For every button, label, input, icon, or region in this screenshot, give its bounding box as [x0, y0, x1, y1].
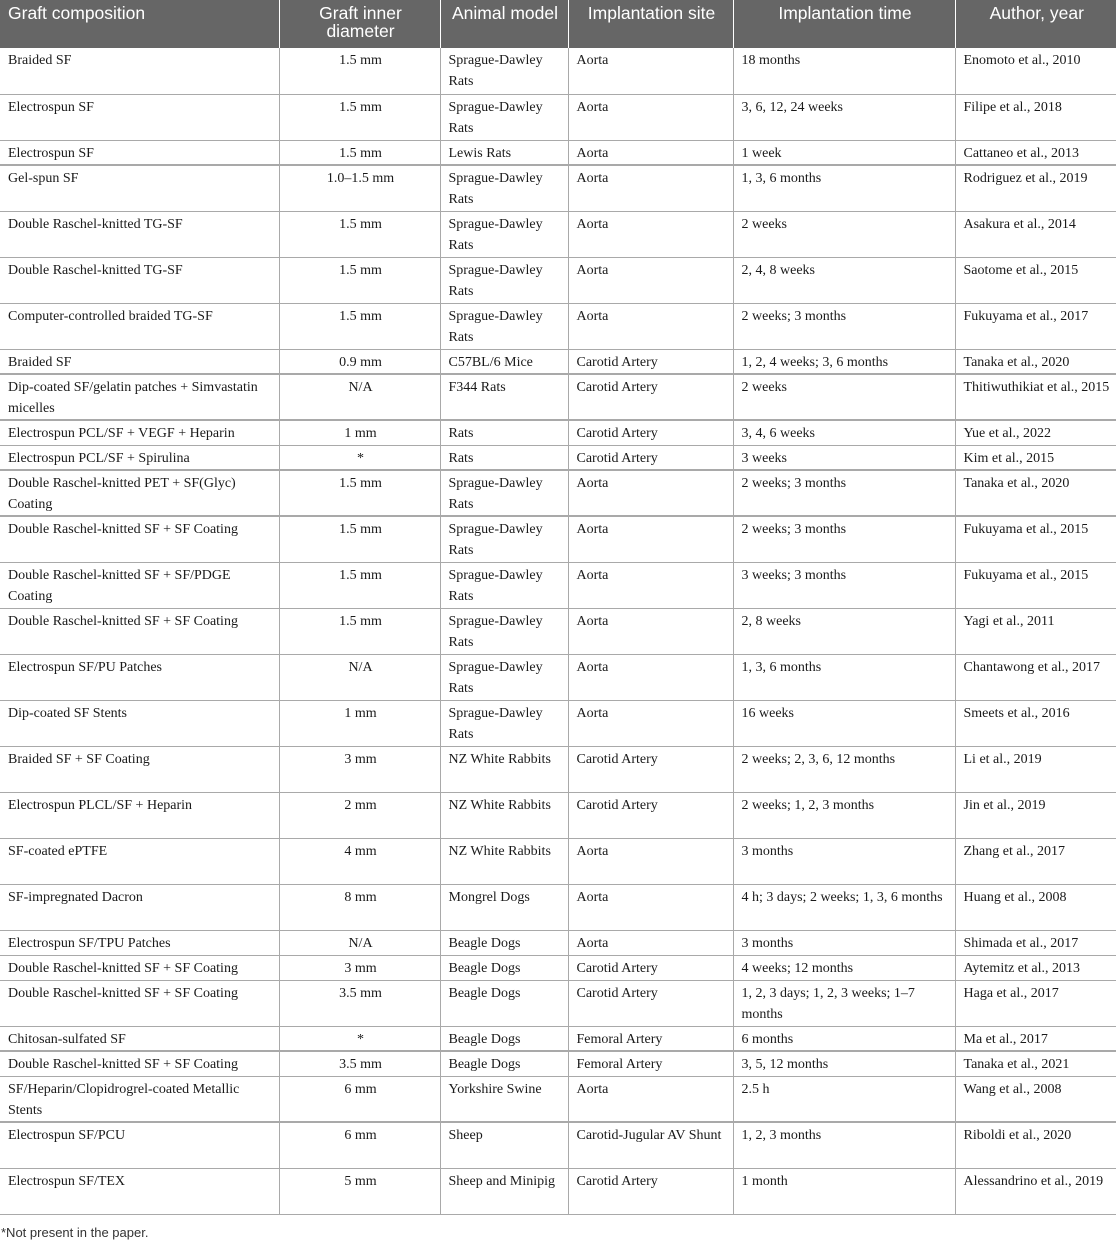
- graft-composition-cell: Double Raschel-knitted TG-SF: [0, 257, 279, 303]
- implantation-site-cell: Aorta: [568, 165, 733, 211]
- table-row: [0, 211, 1116, 257]
- implantation-time-cell: 1 week: [733, 140, 955, 165]
- animal-model-cell: Sprague-Dawley Rats: [440, 94, 568, 140]
- table-row: [0, 349, 1116, 374]
- graft-composition-cell: Braided SF: [0, 349, 279, 374]
- implantation-time-cell: 6 months: [733, 1026, 955, 1051]
- graft-composition-cell: Double Raschel-knitted SF + SF Coating: [0, 955, 279, 980]
- implantation-site-cell: Aorta: [568, 48, 733, 94]
- table-row: [0, 884, 1116, 930]
- header-implantation-time: Implantation time: [733, 0, 955, 48]
- animal-model-cell: Beagle Dogs: [440, 1026, 568, 1051]
- animal-model-cell: NZ White Rabbits: [440, 792, 568, 838]
- author-year-cell: Thitiwuthikiat et al., 2015: [955, 374, 1116, 420]
- table-row: [0, 303, 1116, 349]
- implantation-time-cell: 2 weeks: [733, 211, 955, 257]
- graft-composition-cell: Computer-controlled braided TG-SF: [0, 303, 279, 349]
- header-implantation-site: Implantation site: [568, 0, 733, 48]
- author-year-cell: Filipe et al., 2018: [955, 94, 1116, 140]
- graft-inner-diameter-cell: 1.5 mm: [279, 48, 440, 94]
- implantation-time-cell: 3 weeks; 3 months: [733, 562, 955, 608]
- table-row: [0, 792, 1116, 838]
- table-row: [0, 420, 1116, 445]
- header-author-year: Author, year: [955, 0, 1116, 48]
- graft-composition-cell: Double Raschel-knitted SF + SF/PDGE Coating: [0, 562, 279, 608]
- graft-composition-cell: Braided SF: [0, 48, 279, 94]
- graft-inner-diameter-cell: *: [279, 445, 440, 470]
- author-year-cell: Cattaneo et al., 2013: [955, 140, 1116, 165]
- animal-model-cell: Rats: [440, 445, 568, 470]
- graft-composition-cell: Double Raschel-knitted SF + SF Coating: [0, 608, 279, 654]
- author-year-cell: Saotome et al., 2015: [955, 257, 1116, 303]
- graft-inner-diameter-cell: 6 mm: [279, 1122, 440, 1168]
- author-year-cell: Asakura et al., 2014: [955, 211, 1116, 257]
- table-row: [0, 1168, 1116, 1214]
- author-year-cell: Huang et al., 2008: [955, 884, 1116, 930]
- implantation-site-cell: Aorta: [568, 303, 733, 349]
- graft-inner-diameter-cell: 1.5 mm: [279, 257, 440, 303]
- animal-model-cell: NZ White Rabbits: [440, 746, 568, 792]
- graft-inner-diameter-cell: 3 mm: [279, 746, 440, 792]
- author-year-cell: Chantawong et al., 2017: [955, 654, 1116, 700]
- graft-inner-diameter-cell: 1.5 mm: [279, 211, 440, 257]
- implantation-site-cell: Aorta: [568, 257, 733, 303]
- author-year-cell: Tanaka et al., 2021: [955, 1051, 1116, 1076]
- implantation-site-cell: Aorta: [568, 211, 733, 257]
- implantation-site-cell: Carotid Artery: [568, 746, 733, 792]
- graft-inner-diameter-cell: N/A: [279, 374, 440, 420]
- graft-inner-diameter-cell: 1.0–1.5 mm: [279, 165, 440, 211]
- author-year-cell: Zhang et al., 2017: [955, 838, 1116, 884]
- table-row: [0, 445, 1116, 470]
- author-year-cell: Yagi et al., 2011: [955, 608, 1116, 654]
- author-year-cell: Fukuyama et al., 2015: [955, 516, 1116, 562]
- implantation-time-cell: 4 weeks; 12 months: [733, 955, 955, 980]
- implantation-time-cell: 2 weeks; 3 months: [733, 303, 955, 349]
- graft-composition-cell: Electrospun SF/TPU Patches: [0, 930, 279, 955]
- header-animal-model: Animal model: [440, 0, 568, 48]
- implantation-site-cell: Aorta: [568, 470, 733, 516]
- author-year-cell: Jin et al., 2019: [955, 792, 1116, 838]
- table-header-row: [0, 0, 1116, 48]
- implantation-time-cell: 2.5 h: [733, 1076, 955, 1122]
- implantation-site-cell: Aorta: [568, 884, 733, 930]
- implantation-site-cell: Aorta: [568, 140, 733, 165]
- graft-inner-diameter-cell: 5 mm: [279, 1168, 440, 1214]
- animal-model-cell: Rats: [440, 420, 568, 445]
- author-year-cell: Kim et al., 2015: [955, 445, 1116, 470]
- implantation-time-cell: 3, 6, 12, 24 weeks: [733, 94, 955, 140]
- implantation-time-cell: 2 weeks; 3 months: [733, 516, 955, 562]
- table-row: [0, 955, 1116, 980]
- header-graft-inner-diameter: Graft inner diameter: [279, 0, 440, 48]
- author-year-cell: Ma et al., 2017: [955, 1026, 1116, 1051]
- author-year-cell: Yue et al., 2022: [955, 420, 1116, 445]
- implantation-time-cell: 3 months: [733, 838, 955, 884]
- author-year-cell: Riboldi et al., 2020: [955, 1122, 1116, 1168]
- animal-model-cell: NZ White Rabbits: [440, 838, 568, 884]
- graft-inner-diameter-cell: 1.5 mm: [279, 140, 440, 165]
- table-row: [0, 140, 1116, 165]
- implantation-time-cell: 16 weeks: [733, 700, 955, 746]
- animal-model-cell: Lewis Rats: [440, 140, 568, 165]
- author-year-cell: Fukuyama et al., 2017: [955, 303, 1116, 349]
- graft-composition-cell: Electrospun SF: [0, 94, 279, 140]
- graft-inner-diameter-cell: 1.5 mm: [279, 303, 440, 349]
- graft-composition-cell: Electrospun SF/TEX: [0, 1168, 279, 1214]
- implantation-site-cell: Femoral Artery: [568, 1051, 733, 1076]
- graft-inner-diameter-cell: 3.5 mm: [279, 980, 440, 1026]
- table-footnote: *Not present in the paper.: [1, 1224, 149, 1240]
- animal-model-cell: Sheep and Minipig: [440, 1168, 568, 1214]
- graft-composition-cell: Electrospun SF/PCU: [0, 1122, 279, 1168]
- graft-composition-cell: Double Raschel-knitted PET + SF(Glyc) Coating: [0, 470, 279, 516]
- animal-model-cell: Beagle Dogs: [440, 955, 568, 980]
- animal-model-cell: F344 Rats: [440, 374, 568, 420]
- table-row: [0, 470, 1116, 516]
- implantation-time-cell: 1, 3, 6 months: [733, 165, 955, 211]
- animal-model-cell: Sprague-Dawley Rats: [440, 562, 568, 608]
- implantation-site-cell: Aorta: [568, 94, 733, 140]
- implantation-site-cell: Aorta: [568, 930, 733, 955]
- graft-composition-cell: SF/Heparin/Clopidrogrel-coated Metallic Stents: [0, 1076, 279, 1122]
- author-year-cell: Smeets et al., 2016: [955, 700, 1116, 746]
- implantation-site-cell: Aorta: [568, 516, 733, 562]
- author-year-cell: Tanaka et al., 2020: [955, 349, 1116, 374]
- graft-composition-cell: Braided SF + SF Coating: [0, 746, 279, 792]
- author-year-cell: Alessandrino et al., 2019: [955, 1168, 1116, 1214]
- author-year-cell: Fukuyama et al., 2015: [955, 562, 1116, 608]
- animal-model-cell: Sprague-Dawley Rats: [440, 654, 568, 700]
- animal-model-cell: Sprague-Dawley Rats: [440, 211, 568, 257]
- graft-composition-cell: Electrospun PCL/SF + Spirulina: [0, 445, 279, 470]
- graft-composition-cell: Gel-spun SF: [0, 165, 279, 211]
- animal-model-cell: C57BL/6 Mice: [440, 349, 568, 374]
- table-row: [0, 562, 1116, 608]
- graft-composition-cell: Electrospun PLCL/SF + Heparin: [0, 792, 279, 838]
- animal-model-cell: Beagle Dogs: [440, 980, 568, 1026]
- implantation-time-cell: 2 weeks: [733, 374, 955, 420]
- author-year-cell: Wang et al., 2008: [955, 1076, 1116, 1122]
- animal-model-cell: Sprague-Dawley Rats: [440, 257, 568, 303]
- table-row: [0, 165, 1116, 211]
- graft-inner-diameter-cell: 4 mm: [279, 838, 440, 884]
- graft-composition-cell: Dip-coated SF/gelatin patches + Simvastatin micelles: [0, 374, 279, 420]
- graft-inner-diameter-cell: 1.5 mm: [279, 94, 440, 140]
- author-year-cell: Shimada et al., 2017: [955, 930, 1116, 955]
- table-body: [0, 48, 1116, 1214]
- animal-model-cell: Sprague-Dawley Rats: [440, 470, 568, 516]
- header-graft-composition: Graft composition: [0, 0, 279, 48]
- graft-inner-diameter-cell: 0.9 mm: [279, 349, 440, 374]
- implantation-site-cell: Aorta: [568, 1076, 733, 1122]
- graft-inner-diameter-cell: 1.5 mm: [279, 470, 440, 516]
- implantation-time-cell: 18 months: [733, 48, 955, 94]
- graft-inner-diameter-cell: 1.5 mm: [279, 516, 440, 562]
- table-row: [0, 374, 1116, 420]
- table-row: [0, 94, 1116, 140]
- implantation-time-cell: 2 weeks; 1, 2, 3 months: [733, 792, 955, 838]
- animal-model-cell: Yorkshire Swine: [440, 1076, 568, 1122]
- graft-inner-diameter-cell: N/A: [279, 930, 440, 955]
- graft-inner-diameter-cell: *: [279, 1026, 440, 1051]
- implantation-time-cell: 1, 2, 3 days; 1, 2, 3 weeks; 1–7 months: [733, 980, 955, 1026]
- graft-composition-cell: Chitosan-sulfated SF: [0, 1026, 279, 1051]
- implantation-site-cell: Aorta: [568, 838, 733, 884]
- graft-composition-cell: Electrospun SF/PU Patches: [0, 654, 279, 700]
- table-row: [0, 1076, 1116, 1122]
- table-row: [0, 1051, 1116, 1076]
- graft-inner-diameter-cell: 3.5 mm: [279, 1051, 440, 1076]
- implantation-site-cell: Aorta: [568, 700, 733, 746]
- implantation-time-cell: 1, 2, 3 months: [733, 1122, 955, 1168]
- implantation-time-cell: 2 weeks; 2, 3, 6, 12 months: [733, 746, 955, 792]
- table-row: [0, 838, 1116, 884]
- animal-model-cell: Sprague-Dawley Rats: [440, 700, 568, 746]
- graft-composition-cell: Electrospun SF: [0, 140, 279, 165]
- implantation-time-cell: 4 h; 3 days; 2 weeks; 1, 3, 6 months: [733, 884, 955, 930]
- author-year-cell: Enomoto et al., 2010: [955, 48, 1116, 94]
- author-year-cell: Tanaka et al., 2020: [955, 470, 1116, 516]
- implantation-site-cell: Aorta: [568, 562, 733, 608]
- graft-inner-diameter-cell: 6 mm: [279, 1076, 440, 1122]
- implantation-site-cell: Femoral Artery: [568, 1026, 733, 1051]
- implantation-time-cell: 3, 5, 12 months: [733, 1051, 955, 1076]
- author-year-cell: Li et al., 2019: [955, 746, 1116, 792]
- table-row: [0, 746, 1116, 792]
- table-row: [0, 1122, 1116, 1168]
- graft-inner-diameter-cell: 1.5 mm: [279, 562, 440, 608]
- implantation-site-cell: Carotid Artery: [568, 955, 733, 980]
- implantation-site-cell: Carotid Artery: [568, 792, 733, 838]
- graft-inner-diameter-cell: 1.5 mm: [279, 608, 440, 654]
- implantation-time-cell: 1, 3, 6 months: [733, 654, 955, 700]
- implantation-time-cell: 2 weeks; 3 months: [733, 470, 955, 516]
- table-row: [0, 930, 1116, 955]
- graft-composition-cell: Double Raschel-knitted SF + SF Coating: [0, 516, 279, 562]
- graft-inner-diameter-cell: 1 mm: [279, 420, 440, 445]
- table-row: [0, 48, 1116, 94]
- animal-model-cell: Sprague-Dawley Rats: [440, 608, 568, 654]
- implantation-site-cell: Carotid Artery: [568, 374, 733, 420]
- graft-inner-diameter-cell: 3 mm: [279, 955, 440, 980]
- implantation-site-cell: Carotid Artery: [568, 980, 733, 1026]
- implantation-time-cell: 1 month: [733, 1168, 955, 1214]
- table-row: [0, 700, 1116, 746]
- graft-composition-cell: SF-coated ePTFE: [0, 838, 279, 884]
- animal-model-cell: Sprague-Dawley Rats: [440, 165, 568, 211]
- implantation-time-cell: 3 months: [733, 930, 955, 955]
- graft-composition-cell: SF-impregnated Dacron: [0, 884, 279, 930]
- graft-composition-cell: Electrospun PCL/SF + VEGF + Heparin: [0, 420, 279, 445]
- implantation-site-cell: Aorta: [568, 608, 733, 654]
- animal-model-cell: Sheep: [440, 1122, 568, 1168]
- implantation-site-cell: Aorta: [568, 654, 733, 700]
- table-row: [0, 257, 1116, 303]
- author-year-cell: Rodriguez et al., 2019: [955, 165, 1116, 211]
- implantation-time-cell: 1, 2, 4 weeks; 3, 6 months: [733, 349, 955, 374]
- graft-inner-diameter-cell: 8 mm: [279, 884, 440, 930]
- graft-inner-diameter-cell: 2 mm: [279, 792, 440, 838]
- implantation-time-cell: 3, 4, 6 weeks: [733, 420, 955, 445]
- animal-model-cell: Sprague-Dawley Rats: [440, 516, 568, 562]
- table-row: [0, 516, 1116, 562]
- author-year-cell: Aytemitz et al., 2013: [955, 955, 1116, 980]
- table-row: [0, 608, 1116, 654]
- table-row: [0, 1026, 1116, 1051]
- implantation-time-cell: 2, 8 weeks: [733, 608, 955, 654]
- table-row: [0, 654, 1116, 700]
- graft-inner-diameter-cell: N/A: [279, 654, 440, 700]
- table-row: [0, 980, 1116, 1026]
- implantation-site-cell: Carotid Artery: [568, 420, 733, 445]
- graft-composition-cell: Double Raschel-knitted TG-SF: [0, 211, 279, 257]
- animal-model-cell: Sprague-Dawley Rats: [440, 48, 568, 94]
- implantation-site-cell: Carotid Artery: [568, 445, 733, 470]
- implantation-time-cell: 2, 4, 8 weeks: [733, 257, 955, 303]
- implantation-site-cell: Carotid Artery: [568, 1168, 733, 1214]
- implantation-time-cell: 3 weeks: [733, 445, 955, 470]
- animal-model-cell: Sprague-Dawley Rats: [440, 303, 568, 349]
- animal-model-cell: Mongrel Dogs: [440, 884, 568, 930]
- author-year-cell: Haga et al., 2017: [955, 980, 1116, 1026]
- implantation-site-cell: Carotid Artery: [568, 349, 733, 374]
- graft-inner-diameter-cell: 1 mm: [279, 700, 440, 746]
- animal-model-cell: Beagle Dogs: [440, 930, 568, 955]
- animal-model-cell: Beagle Dogs: [440, 1051, 568, 1076]
- graft-composition-cell: Dip-coated SF Stents: [0, 700, 279, 746]
- graft-composition-cell: Double Raschel-knitted SF + SF Coating: [0, 1051, 279, 1076]
- graft-composition-cell: Double Raschel-knitted SF + SF Coating: [0, 980, 279, 1026]
- implantation-site-cell: Carotid-Jugular AV Shunt: [568, 1122, 733, 1168]
